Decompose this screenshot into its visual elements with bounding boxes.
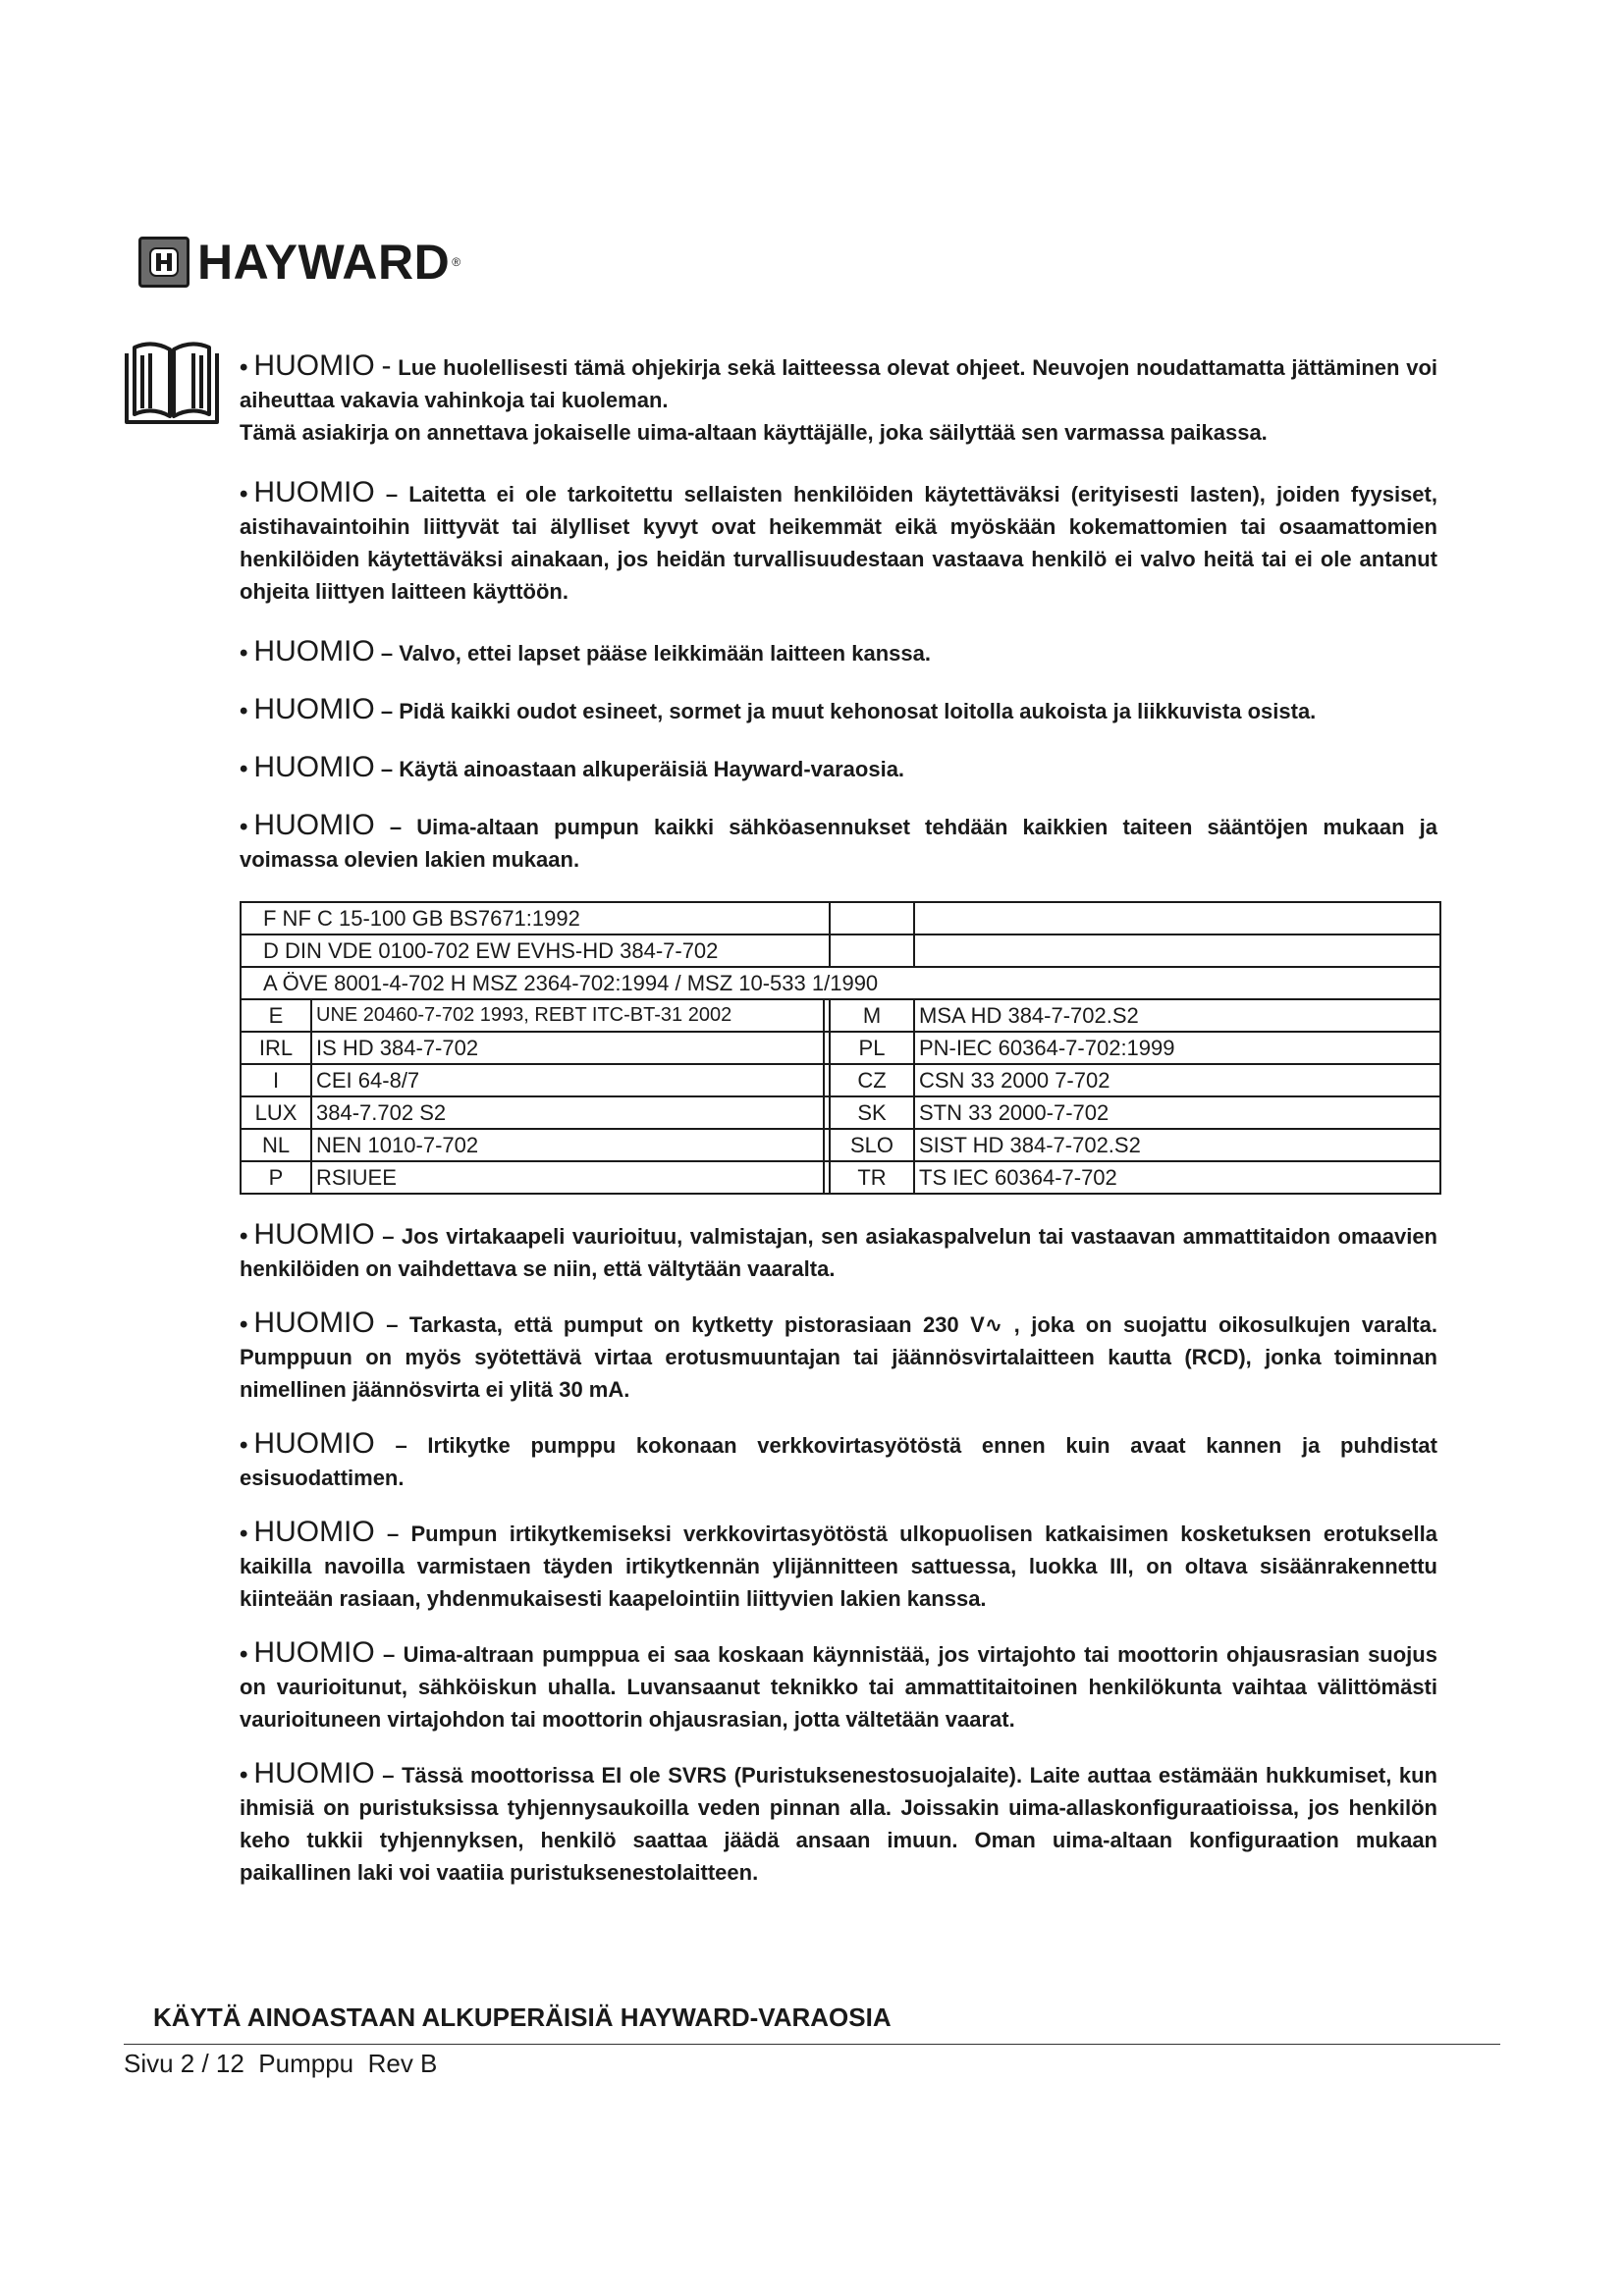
- country-code: IRL: [241, 1032, 311, 1064]
- standard: STN 33 2000-7-702: [914, 1096, 1440, 1129]
- standard: UNE 20460-7-702 1993, REBT ITC-BT-31 2002: [311, 999, 824, 1032]
- warning-2: • HUOMIO – Laitetta ei ole tarkoitettu sellaisten henkilöiden käytettäväksi (erityisesti lasten), joiden fyysiset, aistihavaintoihin liittyvät tai älylliset kyvyt ovat heikemmät eikä myöskään kokemattomien tai osaamattomien henkilöiden käytettäväksi ainakaan, jos heidän turvallisuudestaan vastaava henkilö ei valvo heitä tai ei ole antanut ohjeita liittyen laitteen käyttöön.: [240, 476, 1437, 604]
- warning-9: • HUOMIO – Irtikytke pumppu kokonaan verkkovirtasyötöstä ennen kuin avaat kannen ja puhdistat esisuodattimen.: [240, 1427, 1437, 1490]
- open-book-icon: [123, 342, 221, 431]
- standard: IS HD 384-7-702: [311, 1032, 824, 1064]
- standard: SIST HD 384-7-702.S2: [914, 1129, 1440, 1161]
- country-code: I: [241, 1064, 311, 1096]
- warning-4: • HUOMIO – Pidä kaikki oudot esineet, sormet ja muut kehonosat loitolla aukoista ja liikkuvista osista.: [240, 693, 1317, 725]
- warning-12: • HUOMIO – Tässä moottorissa EI ole SVRS (Puristuksenestosuojalaite). Laite auttaa estämään hukkumiset, kun ihmisiä on puristuksissa tyhjennysaukoilla veden pinnan alla. Joissakin uima-allaskonfiguraatioissa, jos henkilön keho tukkii tyhjennyksen, henkilö saattaa jäädä ansaan imuun. Oman uima-altaan konfiguraation mukaan paikallinen laki voi vaatiia puristuksenestolaitteen.: [240, 1757, 1437, 1885]
- country-code: E: [241, 999, 311, 1032]
- country-code: SK: [830, 1096, 914, 1129]
- warning-6: • HUOMIO – Uima-altaan pumpun kaikki sähköasennukset tehdään kaikkien taiteen sääntöjen mukaan ja voimassa olevien lakien mukaan.: [240, 809, 1437, 872]
- warning-7: • HUOMIO – Jos virtakaapeli vaurioituu, valmistajan, sen asiakaspalvelun tai vastaavan ammattitaidon omaavien henkilöiden on vaihdettava se niin, että vältytään vaaralta.: [240, 1218, 1437, 1281]
- table-cell: A ÖVE 8001-4-702 H MSZ 2364-702:1994 / MSZ 10-533 1/1990: [241, 967, 1440, 999]
- brand-name: HAYWARD: [197, 235, 451, 290]
- table-cell: F NF C 15-100 GB BS7671:1992: [241, 902, 830, 934]
- country-code: M: [830, 999, 914, 1032]
- country-code: PL: [830, 1032, 914, 1064]
- table-row: [241, 1096, 1440, 1129]
- table-row: [241, 999, 1440, 1032]
- standard: TS IEC 60364-7-702: [914, 1161, 1440, 1194]
- standard: CSN 33 2000 7-702: [914, 1064, 1440, 1096]
- table-row: [241, 1129, 1440, 1161]
- registered-mark: ®: [452, 255, 461, 269]
- country-code: CZ: [830, 1064, 914, 1096]
- standards-table: [240, 901, 1441, 1195]
- footer-divider: [124, 2044, 1500, 2045]
- warning-8: • HUOMIO – Tarkasta, että pumput on kytketty pistorasiaan 230 V∿ , joka on suojattu oikosulkujen varalta. Pumppuun on myös syötettävä virtaa erotusmuuntajan tai jäännösvirtalaitteen kautta (RCD), jonka toiminnan nimellinen jäännösvirta ei ylitä 30 mA.: [240, 1307, 1437, 1402]
- hayward-logo: [138, 237, 460, 288]
- standard: MSA HD 384-7-702.S2: [914, 999, 1440, 1032]
- warning-5: • HUOMIO – Käytä ainoastaan alkuperäisiä Hayward-varaosia.: [240, 751, 905, 783]
- table-row: [241, 934, 1440, 967]
- country-code: TR: [830, 1161, 914, 1194]
- table-cell: D DIN VDE 0100-702 EW EVHS-HD 384-7-702: [241, 934, 830, 967]
- standard: CEI 64-8/7: [311, 1064, 824, 1096]
- warning-11: • HUOMIO – Uima-altraan pumppua ei saa koskaan käynnistää, jos virtajohto tai moottorin ohjausrasian suojus on vaurioitunut, sähköiskun uhalla. Luvansaanut teknikko tai ammattitaitoinen henkilökunta vaihtaa välittömästi vaurioituneen virtajohdon tai moottorin ohjausrasian, jotta vältetään vaarat.: [240, 1636, 1437, 1732]
- warnings-content: [240, 349, 1437, 1889]
- table-row: [241, 902, 1440, 934]
- country-code: LUX: [241, 1096, 311, 1129]
- table-row: [241, 1064, 1440, 1096]
- country-code: P: [241, 1161, 311, 1194]
- standard: 384-7.702 S2: [311, 1096, 824, 1129]
- country-code: SLO: [830, 1129, 914, 1161]
- standard: RSIUEE: [311, 1161, 824, 1194]
- standard: NEN 1010-7-702: [311, 1129, 824, 1161]
- country-code: NL: [241, 1129, 311, 1161]
- standard: PN-IEC 60364-7-702:1999: [914, 1032, 1440, 1064]
- page-info: Sivu 2 / 12 Pumppu Rev B: [124, 2049, 438, 2078]
- table-row: [241, 1161, 1440, 1194]
- warning-10: • HUOMIO – Pumpun irtikytkemiseksi verkkovirtasyötöstä ulkopuolisen katkaisimen kosketuksen erotuksella kaikilla navoilla varmistaen täyden irtikytkennän ylijännitteen sattuessa, luokka III, on oltava sisäänrakennettu kiinteään rasiaan, yhdenmukaisesti kaapelointiin liittyvien lakien kanssa.: [240, 1516, 1437, 1611]
- footer-title: KÄYTÄ AINOASTAAN ALKUPERÄISIÄ HAYWARD-VARAOSIA: [153, 2002, 892, 2032]
- warning-3: • HUOMIO – Valvo, ettei lapset pääse leikkimään laitteen kanssa.: [240, 635, 931, 667]
- table-row: [241, 967, 1440, 999]
- warning-1: • HUOMIO - Lue huolellisesti tämä ohjekirja sekä laitteessa olevat ohjeet. Neuvojen noudattamatta jättäminen voi aiheuttaa vakavia vahinkoja tai kuoleman. Tämä asiakirja on annettava jokaiselle uima-altaan käyttäjälle, joka säilyttää sen varmassa paikassa.: [240, 349, 1437, 445]
- table-row: [241, 1032, 1440, 1064]
- hayward-h-logo-icon: [138, 237, 189, 288]
